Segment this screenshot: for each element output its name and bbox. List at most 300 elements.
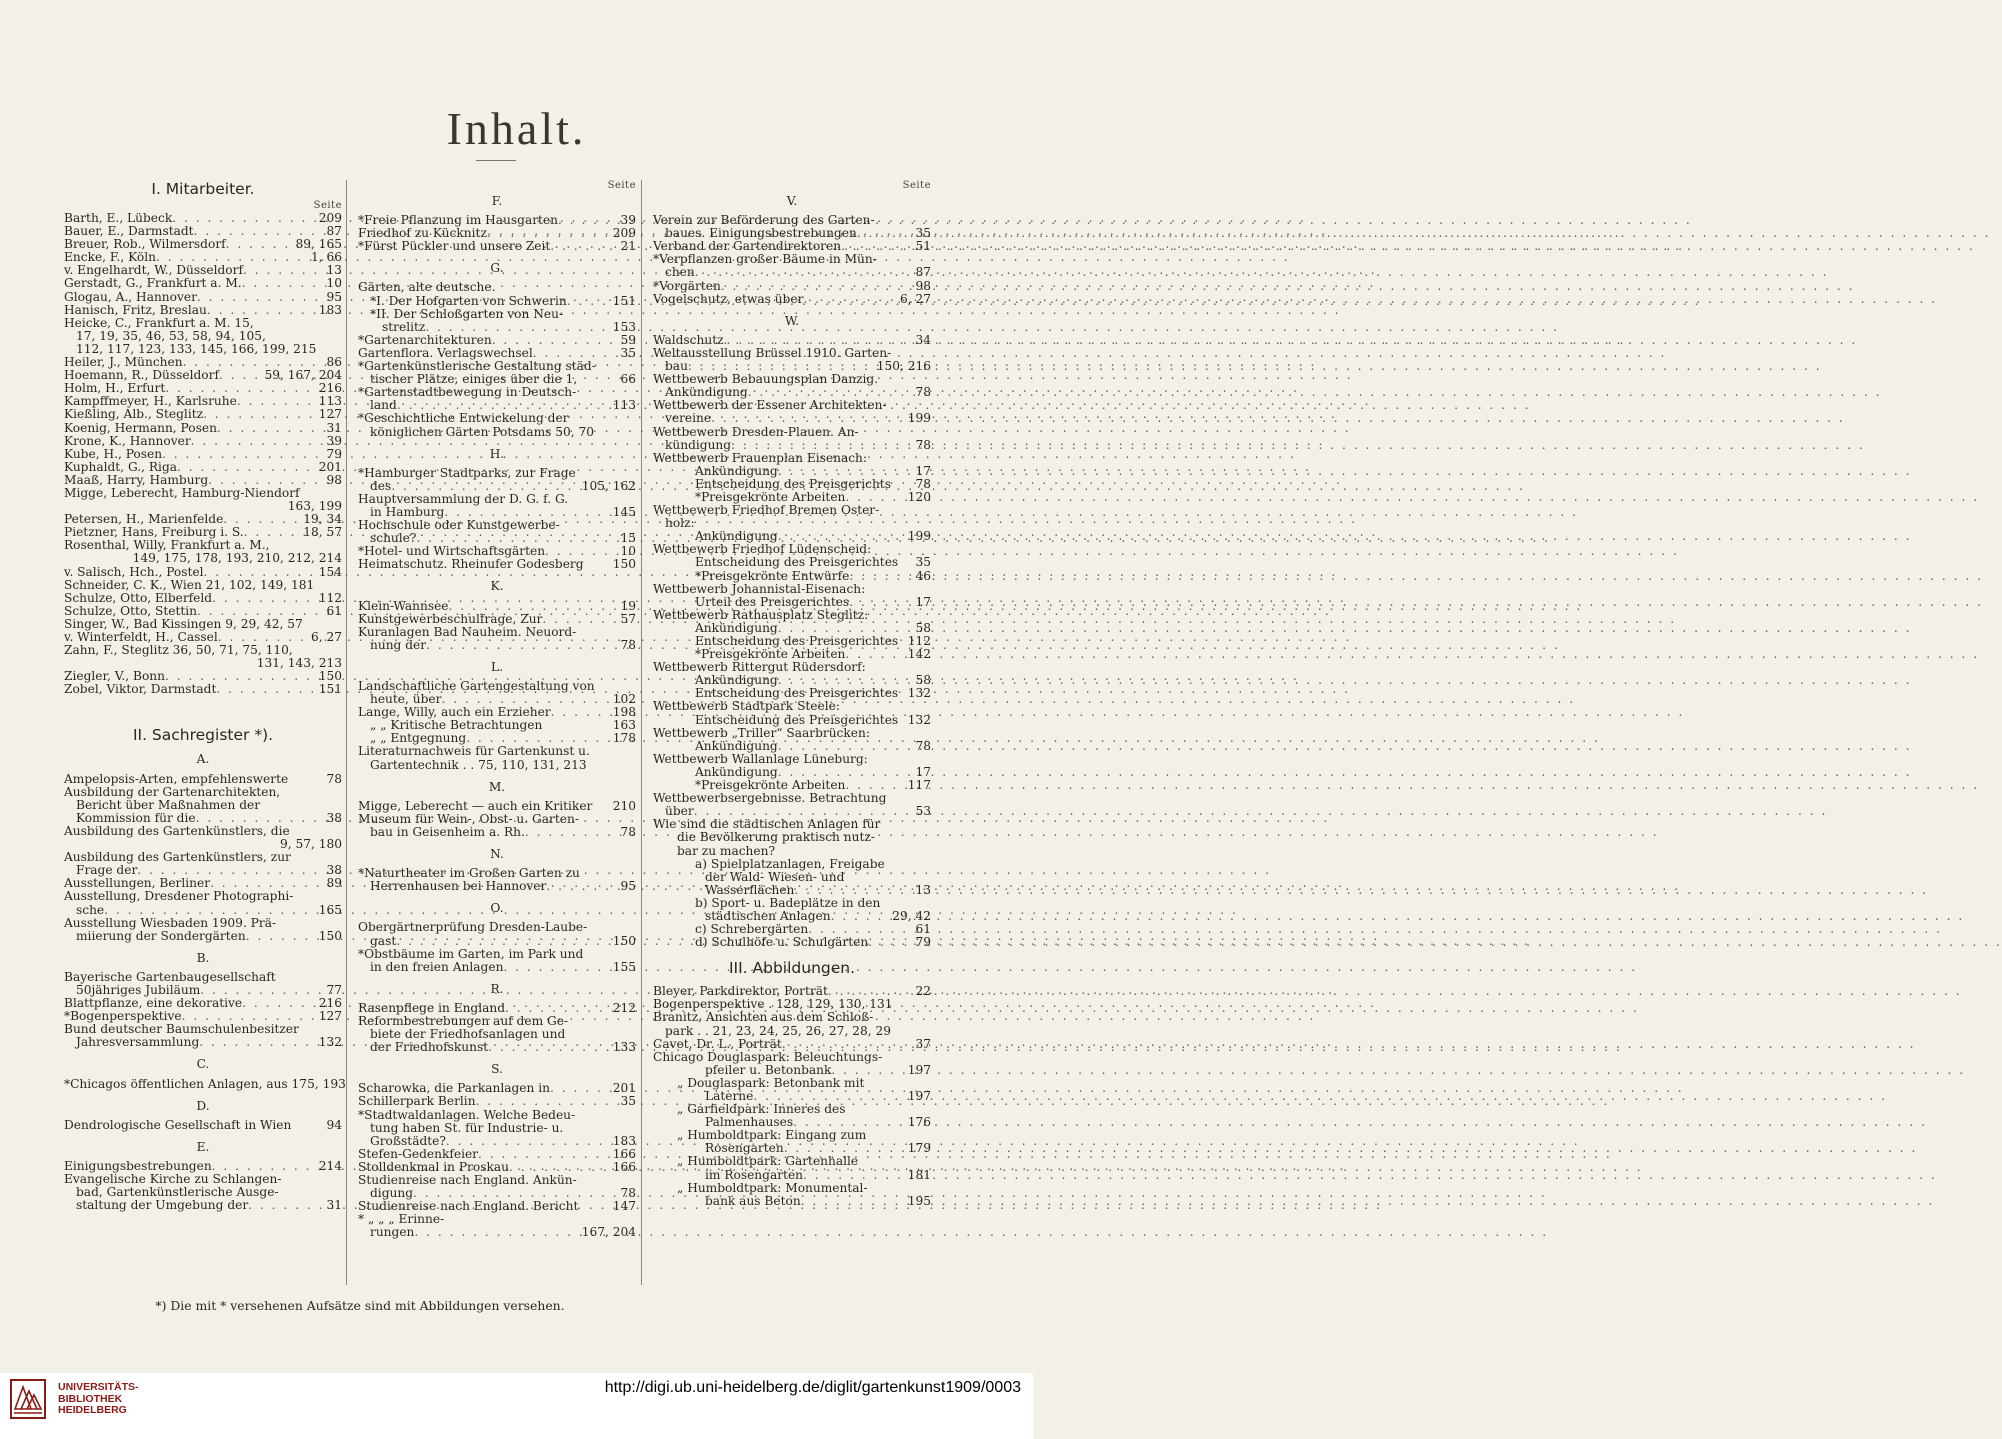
page-numbers: 142 <box>907 647 931 662</box>
dot-leader <box>478 1148 610 1161</box>
column-middle <box>358 180 636 1239</box>
index-entry <box>653 1195 931 1208</box>
dot-leader <box>196 812 324 825</box>
dot-leader <box>177 461 316 474</box>
page-numbers: 87 <box>326 224 342 239</box>
index-entry <box>653 884 931 897</box>
index-entry-line: Wettbewerb Friedhof Lüdenscheid: <box>653 542 872 557</box>
index-entry <box>358 240 636 253</box>
entry-text: Ankündigung <box>695 529 778 544</box>
entry-text: Schulze, Otto, Elberfeld <box>64 590 213 605</box>
entry-text: Bauer, E., Darmstadt <box>64 224 194 239</box>
index-entry-line: Hochschule oder Kunstgewerbe- <box>358 518 560 533</box>
dot-leader <box>721 280 913 293</box>
dot-leader <box>505 1002 610 1015</box>
index-entry-line: park . . 21, 23, 24, 25, 26, 27, 28, 29 <box>665 1023 891 1038</box>
library-logo-icon <box>10 1379 46 1419</box>
dot-leader <box>525 826 618 839</box>
entry-text: Kießling, Alb., Steglitz <box>64 407 204 422</box>
page-numbers: 181 <box>907 1167 931 1182</box>
entry-text: *Preisgekrönte Arbeiten <box>695 647 846 662</box>
index-entry-line: Wettbewerb Rittergut Rüdersdorf: <box>653 660 866 675</box>
page-numbers: 53 <box>915 804 931 819</box>
dot-leader <box>731 439 912 452</box>
index-entry <box>64 1119 342 1132</box>
entry-text: *Vorgärten <box>653 278 721 293</box>
page-numbers: 132 <box>907 686 931 701</box>
dot-leader <box>849 596 912 609</box>
index-entry <box>358 295 636 308</box>
entry-text: *Freie Pflanzung im Hausgarten <box>358 213 558 228</box>
dot-leader <box>208 474 323 487</box>
page-numbers: 214 <box>318 1158 342 1173</box>
index-entry <box>358 961 636 974</box>
index-entry-line: Branitz, Ansichten aus dem Schloß- <box>653 1010 874 1025</box>
entry-text: Klein-Wannsee <box>358 598 449 613</box>
page-numbers: 6, 27 <box>899 291 931 306</box>
page-numbers: 31 <box>326 420 342 435</box>
page-numbers: 39 <box>326 433 342 448</box>
page-numbers: 78 <box>915 385 931 400</box>
letter-heading: S. <box>491 1062 503 1077</box>
index-entry-line: „ Humboldtpark: Gartenhalle <box>677 1154 859 1169</box>
index-entry-line: *Hamburger Stadtparks, zur Frage <box>358 465 576 480</box>
page-numbers: 145 <box>612 504 636 519</box>
entry-text: Rasenpflege in England <box>358 1000 506 1015</box>
page-numbers: 78 <box>915 437 931 452</box>
index-entry-line: „ Garfieldpark: Inneres des <box>677 1102 846 1117</box>
index-entry-line: Wie sind die städtischen Anlagen für <box>653 817 881 832</box>
page-numbers: 151 <box>318 682 342 697</box>
letter-heading: V. <box>786 194 798 208</box>
letter-heading: R. <box>490 981 504 996</box>
entry-text: Blattpflanze, eine dekorative <box>64 996 243 1011</box>
entry-text: Zobel, Viktor, Darmstadt <box>64 682 217 697</box>
entry-text: Entscheidung des Preisgerichtes <box>695 686 899 701</box>
dot-leader <box>567 295 610 308</box>
index-entry <box>358 800 636 813</box>
entry-text: Stolldenkmal in Proskau <box>358 1159 509 1174</box>
dot-leader <box>191 435 324 448</box>
index-entry-line: Ausbildung des Gartenkünstlers, zur <box>64 850 291 865</box>
entry-text: Kuphaldt, G., Riga <box>64 459 178 474</box>
page-numbers: 19, 34 <box>303 512 342 527</box>
letter-heading: A. <box>196 752 210 767</box>
page-numbers: 78 <box>915 476 931 491</box>
entry-text: Laterne <box>705 1089 754 1103</box>
page-numbers: 165 <box>318 902 342 917</box>
index-entry <box>64 408 342 421</box>
index-entry <box>358 1002 636 1015</box>
index-entry <box>358 1041 636 1054</box>
page-numbers: 78 <box>620 1186 636 1201</box>
page-numbers: 89 <box>326 876 342 891</box>
entry-text: Bleyer, Parkdirektor, Porträt <box>653 984 828 999</box>
index-entry-line: Chicago Douglaspark: Beleuchtungs- <box>653 1049 883 1064</box>
index-entry-line: 112, 117, 123, 133, 145, 166, 199, 215 <box>76 341 317 356</box>
entry-text: vereine <box>665 411 712 426</box>
entry-text: v. Winterfeldt, H., Cassel <box>64 630 218 644</box>
entry-text: Holm, H., Erfurt <box>64 381 166 396</box>
page-title: Inhalt. <box>446 103 587 154</box>
index-entry-line: *Gartenkünstlerische Gestaltung städ- <box>358 359 596 374</box>
entry-text: Ankündigung <box>695 620 778 635</box>
entry-text: digung <box>370 1186 414 1201</box>
page-numbers: 79 <box>326 446 342 461</box>
entry-text: chen <box>665 265 695 280</box>
page-numbers: 132 <box>907 712 931 727</box>
entry-text: Wasserflächen <box>705 882 795 897</box>
index-entry <box>653 1169 931 1182</box>
page-numbers: 150 <box>612 557 636 572</box>
entry-text: Migge, Leberecht — auch ein Kritiker <box>358 798 593 813</box>
page-numbers: 216 <box>318 381 342 396</box>
entry-text: Kunstgewerbeschulfrage, Zur <box>358 611 543 626</box>
dot-leader <box>391 480 578 493</box>
entry-text: Frage der <box>76 863 138 878</box>
entry-text: in Hamburg <box>370 504 445 519</box>
dot-leader <box>426 639 617 652</box>
dot-leader <box>551 706 610 719</box>
entry-text: über <box>665 804 694 819</box>
index-entry <box>653 478 931 491</box>
index-entry-line: Gartentechnik . . 75, 110, 131, 213 <box>370 757 587 772</box>
page-numbers: 1, 66 <box>310 250 342 265</box>
dot-leader <box>212 592 316 605</box>
index-entry <box>358 558 636 571</box>
library-name-line: BIBLIOTHEK <box>58 1392 123 1405</box>
index-entry-line: Wettbewerb Friedhof Bremen Oster- <box>653 503 880 518</box>
index-entry <box>64 773 342 786</box>
page-numbers: 112 <box>318 590 342 605</box>
page-numbers: 166 <box>612 1146 636 1161</box>
page-numbers: 22 <box>915 984 931 999</box>
entry-text: Urteil des Preisgerichtes <box>695 594 850 609</box>
dot-leader <box>197 605 323 618</box>
dot-leader <box>216 683 315 696</box>
index-entry-line: Wettbewerb „Triller“ Saarbrücken: <box>653 725 870 740</box>
index-entry-line: Studienreise nach England. Ankün- <box>358 1173 577 1187</box>
index-entry <box>64 448 342 461</box>
entry-text: Cavet, Dr. L., Porträt <box>653 1036 782 1051</box>
page-numbers: 38 <box>326 810 342 825</box>
page-numbers: 120 <box>907 489 931 504</box>
entry-text: bank aus Beton <box>705 1193 801 1208</box>
seite-label: Seite <box>313 200 342 211</box>
page-numbers: 78 <box>620 637 636 652</box>
index-entry <box>358 935 636 948</box>
entry-text: Entscheidung des Preisgerichtes <box>695 555 899 570</box>
index-entry-line: Verein zur Beförderung des Garten- <box>653 213 875 228</box>
page-numbers: 35 <box>915 226 931 241</box>
page-numbers: 86 <box>326 355 342 370</box>
source-url-link[interactable]: http://digi.ub.uni-heidelberg.de/diglit/gartenkunst1909/0003 <box>604 1379 1021 1396</box>
index-entry <box>653 740 931 753</box>
entry-text: Krone, K., Hannover <box>64 433 191 448</box>
index-entry <box>64 1036 342 1049</box>
entry-text: Hanisch, Fritz, Breslau <box>64 302 207 317</box>
page-numbers: 198 <box>612 705 636 720</box>
page-numbers: 197 <box>907 1062 931 1077</box>
index-entry <box>653 714 931 727</box>
index-entry-line: Weltausstellung Brüssel 1910. Garten- <box>653 345 892 360</box>
dot-leader <box>242 277 324 290</box>
entry-text: pfeiler u. Betonbank <box>705 1062 832 1077</box>
index-entry <box>653 1038 931 1051</box>
entry-text: Schulze, Otto, Stettin <box>64 603 198 618</box>
dot-leader <box>801 1195 905 1208</box>
dot-leader <box>449 600 618 613</box>
dot-leader <box>197 291 324 304</box>
index-entry-line: Rosenthal, Willy, Frankfurt a. M., <box>64 538 270 553</box>
page-numbers: 95 <box>326 289 342 304</box>
index-entry-line: Gärten, alte deutsche. <box>358 280 496 295</box>
entry-text: land <box>370 398 397 413</box>
entry-text: Gartenflora. Verlagswechsel <box>358 345 533 360</box>
entry-text: Maaß, Harry, Hamburg <box>64 472 209 487</box>
index-entry-line: Wettbewerbsergebnisse. Betrachtung <box>653 791 887 806</box>
index-entry <box>64 435 342 448</box>
dot-leader <box>248 1199 323 1212</box>
entry-text: v. Salisch, Hch., Postel <box>64 564 204 579</box>
index-entry-line: *Naturtheater im Großen Garten zu <box>358 866 580 881</box>
entry-text: Hoemann, R., Düsseldorf <box>64 368 219 383</box>
entry-text: Ampelopsis-Arten, empfehlenswerte <box>64 771 289 786</box>
index-entry <box>653 556 931 569</box>
sachregister-list-middle <box>358 195 636 1239</box>
entry-text: tischer Plätze, einiges über die 1, <box>370 372 578 387</box>
page-numbers: 183 <box>612 1133 636 1148</box>
page-numbers: 35 <box>620 345 636 360</box>
dot-leader <box>503 961 609 974</box>
index-entry <box>653 936 931 949</box>
page-numbers: 10 <box>620 544 636 559</box>
page-numbers: 29, 42 <box>892 908 931 923</box>
section-heading-abbildungen: III. Abbildungen. <box>728 959 856 978</box>
page-numbers: 163 <box>612 718 636 733</box>
entry-text: nung der <box>370 637 427 652</box>
index-entry-line: Bogenperspektive . 128, 129, 130, 131 <box>653 997 893 1012</box>
page-numbers: 209 <box>612 226 636 241</box>
index-entry <box>653 596 931 609</box>
index-entry <box>64 605 342 618</box>
dot-leader <box>782 1038 913 1051</box>
entry-text: Gerstadt, G., Frankfurt a. M. <box>64 276 242 291</box>
entry-text: Herrenhausen bei Hannover <box>370 879 547 894</box>
entry-text: Stefen-Gedenkfeier <box>358 1146 479 1161</box>
page-numbers: 46 <box>915 568 931 583</box>
index-entry-line: Hauptversammlung der D. G. f. G. <box>358 491 569 506</box>
page-numbers: 112 <box>907 634 931 648</box>
entry-text: *Bogenperspektive <box>64 1009 182 1024</box>
index-entry-line: bad, Gartenkünstlerische Ausge- <box>76 1185 279 1200</box>
column-right <box>653 180 931 1208</box>
index-entry-line: Wettbewerb Frauenplan Eisenach: <box>653 450 868 465</box>
page-numbers: 6, 27 <box>310 630 342 644</box>
index-entry-line: biete der Friedhofsanlagen und <box>370 1027 566 1042</box>
entry-text: im Rosengarten <box>705 1167 804 1182</box>
page-numbers: 18, 57 <box>303 525 342 540</box>
entry-text: Heiler, J., München <box>64 355 183 370</box>
page-numbers: 39 <box>620 213 636 228</box>
sachregister-list-left <box>64 752 346 1213</box>
index-entry <box>64 592 342 605</box>
seite-label: Seite <box>607 180 636 191</box>
index-entry-line: Reformbestrebungen auf dem Ge- <box>358 1013 569 1028</box>
index-entry <box>358 639 636 652</box>
library-footer <box>0 1373 1033 1439</box>
entry-text: staltung der Umgebung der <box>76 1198 249 1213</box>
letter-heading: K. <box>490 579 504 594</box>
index-entry-line: „ Douglaspark: Betonbank mit <box>677 1075 865 1090</box>
entry-text: Entscheidung des Preisgerichtes <box>695 712 899 727</box>
index-entry-line: Ausstellung, Dresdener Photographi- <box>64 889 294 904</box>
page-numbers: 210 <box>612 798 636 813</box>
index-entry-line: a) Spielplatzanlagen, Freigabe <box>695 856 885 871</box>
page-numbers: 13 <box>326 263 342 278</box>
entry-text: Petersen, H., Marienfelde <box>64 512 224 527</box>
entry-text: in den freien Anlagen <box>370 959 504 974</box>
index-entry-line: die Bevölkerung praktisch nutz- <box>677 830 875 845</box>
page-numbers: 150 <box>318 669 342 684</box>
page-numbers: 199 <box>907 529 931 544</box>
page-numbers: 57 <box>620 611 636 626</box>
abbildungen-list <box>653 985 931 1208</box>
index-entry-line: 17, 19, 35, 46, 53, 58, 94, 105, <box>76 328 266 343</box>
page-numbers: 17 <box>915 764 931 779</box>
index-entry <box>64 1199 342 1212</box>
index-entry <box>358 1148 636 1161</box>
page-numbers: 78 <box>915 738 931 753</box>
entry-text: Schillerpark Berlin <box>358 1094 476 1109</box>
index-entry-line: bar zu machen? <box>677 843 776 858</box>
entry-text: Entscheidung des Preisgerichtes <box>695 634 899 648</box>
index-entry <box>64 566 342 579</box>
index-entry-line: *Chicagos öffentlichen Anlagen, aus 175, 193 <box>64 1076 346 1091</box>
index-entry <box>653 293 931 306</box>
entry-text: Ausstellungen, Berliner <box>64 876 211 891</box>
entry-text: *Hotel- und Wirtschaftsgärten <box>358 544 546 559</box>
index-entry-line: Wettbewerb Dresden-Plauen. An- <box>653 424 859 439</box>
entry-text: Koenig, Hermann, Posen <box>64 420 217 435</box>
entry-text: städtischen Anlagen <box>705 908 831 923</box>
index-entry-line: Ausbildung der Gartenarchitekten, <box>64 784 281 799</box>
page-numbers: 58 <box>915 673 931 688</box>
entry-text: c) Schrebergärten <box>695 922 809 937</box>
page-numbers: 201 <box>612 1081 636 1096</box>
page-numbers: 113 <box>612 398 636 413</box>
dot-leader <box>868 936 912 949</box>
dot-leader <box>425 321 609 334</box>
entry-text: Palmenhauses <box>705 1115 794 1130</box>
index-entry-line: Heicke, C., Frankfurt a. M. 15, <box>64 315 254 330</box>
page-numbers: 17 <box>915 594 931 609</box>
page-numbers: 61 <box>326 603 342 618</box>
dot-leader <box>203 408 316 421</box>
page-numbers: 179 <box>907 1141 931 1156</box>
entry-text: *Gartenarchitekturen <box>358 332 492 347</box>
page-numbers: 78 <box>620 824 636 839</box>
page-numbers: 98 <box>326 472 342 487</box>
dot-leader <box>488 1041 610 1054</box>
index-entry <box>653 439 931 452</box>
index-entry-line: *Gartenstadtbewegung in Deutsch- <box>358 385 577 400</box>
letter-heading: L. <box>491 659 503 674</box>
dot-leader <box>849 570 912 583</box>
entry-text: *Preisgekrönte Entwürfe <box>695 568 850 583</box>
page-numbers: 199 <box>907 411 931 426</box>
entry-text: Kube, H., Posen <box>64 446 163 461</box>
index-entry-line: * „ „ „ Erinne- <box>358 1212 445 1227</box>
page-numbers: 34 <box>915 332 931 347</box>
page-numbers: 201 <box>318 459 342 474</box>
page-numbers: 153 <box>612 319 636 334</box>
entry-text: Ankündigung <box>695 463 778 478</box>
title-divider <box>476 160 516 161</box>
footnote: *) Die mit * versehenen Aufsätze sind mit Abbildungen versehen. <box>155 1298 565 1313</box>
entry-text: Rosengarten <box>705 1141 784 1156</box>
entry-text: Einigungsbestrebungen <box>64 1158 212 1173</box>
index-entry-line: königlichen Gärten Potsdams 50, 70 <box>370 424 595 439</box>
page-numbers: 19 <box>620 598 636 613</box>
index-entry <box>358 600 636 613</box>
entry-text: des <box>370 478 392 493</box>
index-entry-line: Evangelische Kirche zu Schlangen- <box>64 1172 282 1186</box>
entry-text: strelitz <box>382 319 426 334</box>
dot-leader <box>162 448 323 461</box>
entry-text: baues. Einigungsbestrebungen <box>665 226 857 241</box>
index-entry <box>358 613 636 626</box>
page-numbers: 10 <box>326 276 342 291</box>
entry-text: „ „ Entgegnung <box>370 731 467 746</box>
entry-text: Waldschutz <box>653 332 724 347</box>
library-name <box>58 1382 139 1417</box>
page-numbers: 127 <box>318 1009 342 1024</box>
page-numbers: 94 <box>326 1117 342 1132</box>
page-numbers: 78 <box>326 771 342 786</box>
page-numbers: 13 <box>915 882 931 897</box>
index-entry-line: Kuranlagen Bad Nauheim. Neuord- <box>358 624 577 639</box>
dot-leader <box>246 930 316 943</box>
entry-text: Barth, E., Lübeck <box>64 211 173 225</box>
dot-leader <box>695 266 913 279</box>
index-entry-line: Singer, W., Bad Kissingen 9, 29, 42, 57 <box>64 616 303 631</box>
index-entry-line: 149, 175, 178, 193, 210, 212, 214 <box>132 551 342 566</box>
entry-text: miierung der Sondergärten <box>76 928 246 943</box>
entry-text: *I. Der Hofgarten von Schwerin <box>370 293 567 308</box>
page-numbers: 127 <box>318 407 342 422</box>
index-entry-line: Wettbewerb Johannistal-Eisenach: <box>653 581 866 596</box>
page-numbers: 66 <box>620 372 636 387</box>
letter-heading: H. <box>489 446 505 461</box>
index-entry <box>358 1135 636 1148</box>
page-numbers: 150, 216 <box>876 359 931 374</box>
entry-text: Ankündigung <box>695 764 778 779</box>
page-numbers: 150 <box>612 933 636 948</box>
index-entry <box>64 461 342 474</box>
index-entry <box>653 334 931 347</box>
page-numbers: 35 <box>620 1094 636 1109</box>
dot-leader <box>492 334 618 347</box>
dot-leader <box>217 422 324 435</box>
page-numbers: 95 <box>620 879 636 894</box>
index-entry-line: Wettbewerb der Essener Architekten- <box>653 398 887 413</box>
index-entry-line: *Verpflanzen großer Bäume in Mün- <box>653 252 877 267</box>
index-entry <box>653 280 931 293</box>
page-numbers: 133 <box>612 1040 636 1055</box>
index-entry-line: Wettbewerb Rathausplatz Steglitz: <box>653 607 869 622</box>
dot-leader <box>446 1135 610 1148</box>
